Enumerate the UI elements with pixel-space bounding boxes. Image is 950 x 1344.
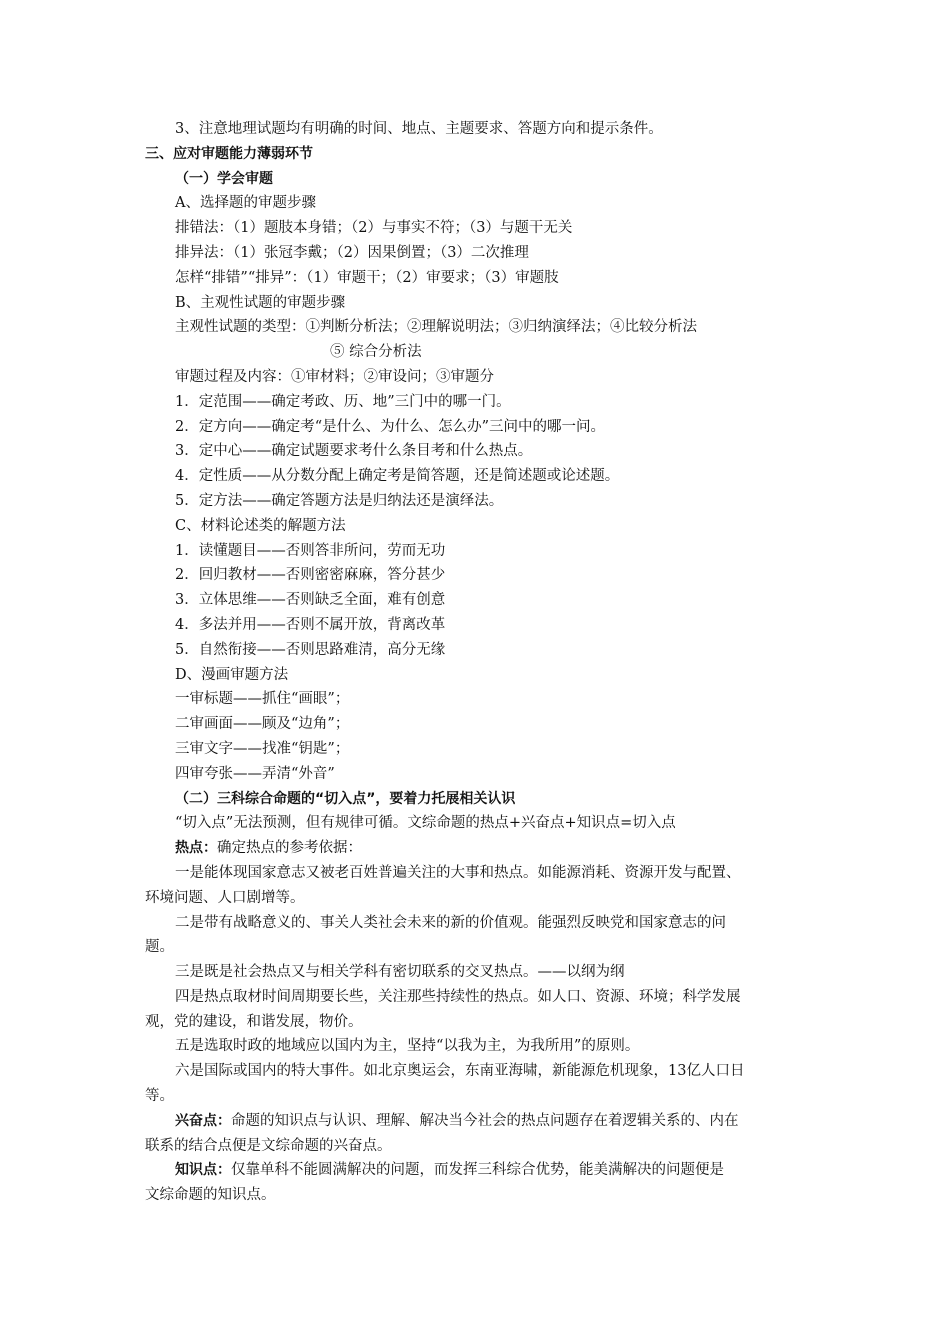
text-line: B、主观性试题的审题步骤 [175,294,346,311]
text-line: 三是既是社会热点又与相关学科有密切联系的交叉热点。——以纲为纲 [175,964,625,981]
text-line: 2．回归教材——否则密密麻麻，答分甚少 [175,567,446,584]
text-line: 审题过程及内容：①审材料；②审设问；③审题分 [175,368,494,385]
text-line: 二是带有战略意义的、事关人类社会未来的新的价值观。能强烈反映党和国家意志的问 [175,914,726,931]
text-line [0,1109,950,1134]
text-line: 主观性试题的类型：①判断分析法；②理解说明法；③归纳演绎法；④比较分析法 [175,319,697,336]
text-line: 排错法：（1）题肢本身错；（2）与事实不符；（3）与题干无关 [175,220,573,237]
section-heading: 三、应对审题能力薄弱环节 [145,145,313,162]
text-line: 5．自然衔接——否则思路难清，高分无缘 [175,641,446,658]
text-line: 排异法：（1）张冠李戴；（2）因果倒置；（3）二次推理 [175,244,529,261]
text-line: 4．定性质——从分数分配上确定考是简答题，还是简述题或论述题。 [175,468,620,485]
text-line: 观，党的建设，和谐发展，物价。 [145,1013,363,1030]
term-text: 命题的知识点与认识、理解、解决当今社会的热点问题存在着逻辑关系的、内在 [231,1112,739,1129]
text-line: 5．定方法——确定答题方法是归纳法还是演绎法。 [175,492,504,509]
term-label: 兴奋点： [175,1112,231,1129]
text-line: 3．定中心——确定试题要求考什么条目考和什么热点。 [175,443,533,460]
text-line [0,1158,950,1183]
text-line: 2．定方向——确定考“是什么、为什么、怎么办”三问中的哪一问。 [175,418,606,435]
text-line: A、选择题的审题步骤 [175,195,316,212]
text-line: 4．多法并用——否则不属开放，背离改革 [175,616,446,633]
text-line: ⑤ 综合分析法 [330,344,422,361]
text-line [0,836,950,861]
text-line: 二审画面——顾及“边角”； [175,716,350,733]
text-line: 等。 [145,1088,174,1105]
text-line: 题。 [145,939,174,956]
text-line: 3、注意地理试题均有明确的时间、地点、主题要求、答题方向和提示条件。 [175,121,663,137]
text-line: 3．立体思维——否则缺乏全面，难有创意 [175,592,446,609]
text-line: 三审文字——找准“钥匙”； [175,740,350,757]
text-line: 四审夸张——弄清“外音” [175,765,335,782]
text-line: D、漫画审题方法 [175,666,289,683]
text-line: 四是热点取材时间周期要长些，关注那些持续性的热点。如人口、资源、环境；科学发展 [175,988,741,1005]
term-text: 确定热点的参考依据： [217,840,362,857]
text-line: 1．读懂题目——否则答非所问，劳而无功 [175,542,446,559]
text-line: 环境问题、人口剧增等。 [145,889,305,906]
subsection-heading: （二）三科综合命题的“切入点”，要着力托展相关认识 [175,790,516,807]
text-line: C、材料论述类的解题方法 [175,517,346,534]
text-line: 怎样“排错”“排异”：（1）审题干；（2）审要求；（3）审题肢 [175,269,559,286]
term-text: 仅靠单科不能圆满解决的问题，而发挥三科综合优势，能美满解决的问题便是 [231,1162,724,1179]
text-line: 一是能体现国家意志又被老百姓普遍关注的大事和热点。如能源消耗、资源开发与配置、 [175,864,741,881]
term-label: 热点： [175,840,217,857]
text-line: 六是国际或国内的特大事件。如北京奥运会，东南亚海啸，新能源危机现象，13亿人口日 [175,1063,745,1080]
text-line: 一审标题——抓住“画眼”； [175,691,350,708]
term-label: 知识点： [175,1162,231,1179]
text-line: 五是选取时政的地域应以国内为主，坚持“以我为主，为我所用”的原则。 [175,1038,640,1055]
text-line: 联系的结合点便是文综命题的兴奋点。 [145,1137,392,1154]
text-line: “切入点”无法预测，但有规律可循。文综命题的热点+兴奋点+知识点=切入点 [175,815,676,832]
text-line: 文综命题的知识点。 [145,1187,276,1204]
document-page [0,117,950,1208]
text-line: 1．定范围——确定考政、历、地”三门中的哪一门。 [175,393,511,410]
subsection-heading: （一）学会审题 [175,170,273,187]
